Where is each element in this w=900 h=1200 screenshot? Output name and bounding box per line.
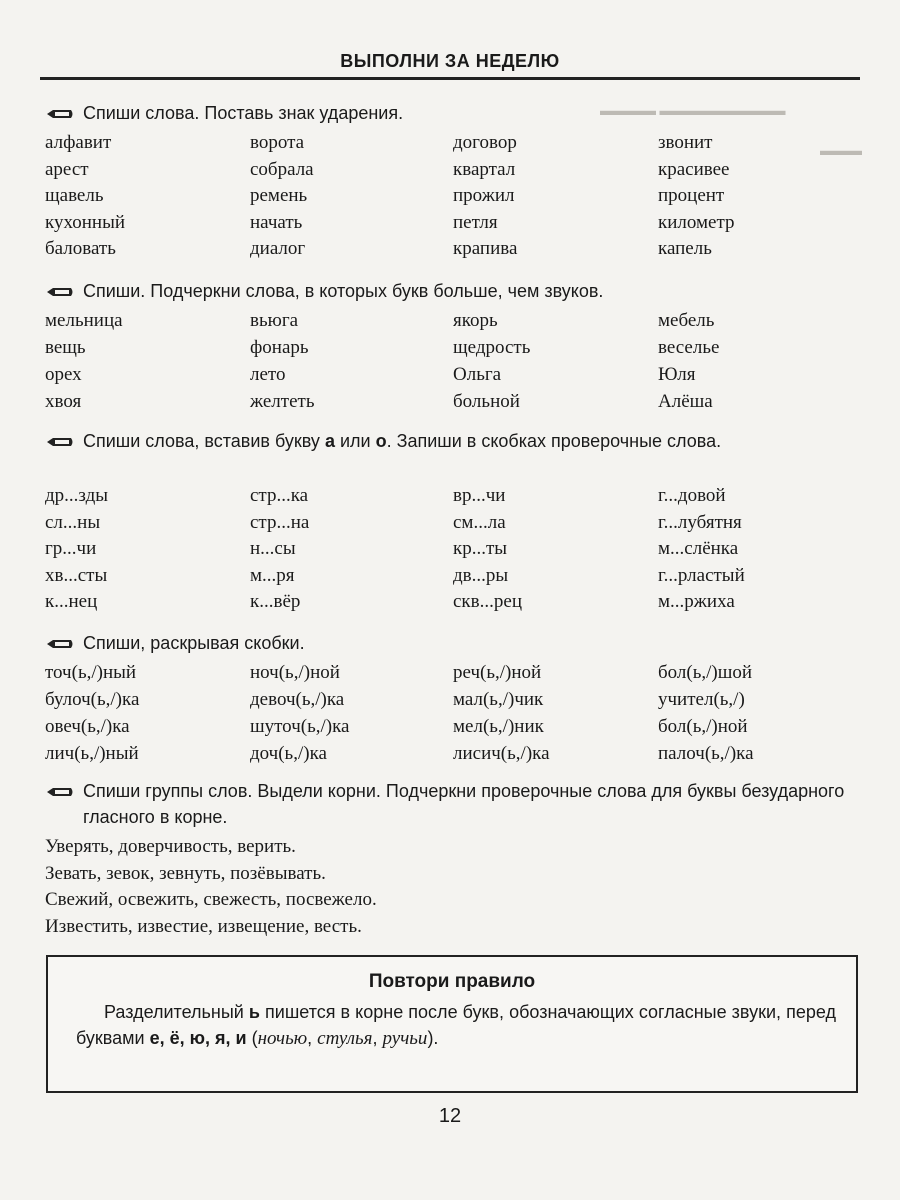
rule-text-part: ). bbox=[427, 1028, 439, 1048]
word-cell: процент bbox=[658, 185, 725, 206]
word-cell: баловать bbox=[45, 238, 116, 259]
instruction-text: Спиши. Подчеркни слова, в которых букв больше, чем звуков. bbox=[83, 281, 604, 301]
pen-icon bbox=[45, 286, 75, 298]
word-cell: м...слёнка bbox=[658, 538, 739, 559]
sentence: Зевать, зевок, зевнуть, позёвывать. bbox=[45, 862, 326, 884]
rule-text-part: ( bbox=[246, 1028, 258, 1048]
page-number: 12 bbox=[438, 1105, 462, 1127]
word-cell: лето bbox=[250, 364, 286, 385]
word-cell: скв...рец bbox=[453, 591, 522, 612]
word-cell: стр...ка bbox=[250, 485, 309, 506]
word-cell: ремень bbox=[250, 185, 308, 206]
task-5-sentences bbox=[45, 834, 865, 940]
word-cell: орех bbox=[45, 364, 82, 385]
word-cell: километр bbox=[658, 211, 735, 233]
word-cell: к...нец bbox=[45, 591, 98, 612]
word-cell: квартал bbox=[453, 158, 516, 180]
bleed-through-decoration: ▬▬▬ bbox=[820, 144, 862, 159]
word-cell: реч(ь,/)ной bbox=[453, 662, 542, 683]
word-cell: ноч(ь,/)ной bbox=[250, 662, 340, 683]
word-cell: крапива bbox=[453, 238, 518, 259]
word-cell: сл...ны bbox=[45, 511, 101, 533]
word-cell: стр...на bbox=[250, 511, 310, 533]
word-cell: дв...ры bbox=[453, 564, 509, 586]
word-cell: договор bbox=[453, 132, 517, 153]
instruction-text: Спиши, раскрывая скобки. bbox=[83, 633, 305, 653]
task-3-instruction bbox=[45, 428, 900, 454]
rule-box bbox=[46, 955, 858, 1093]
word-cell: н...сы bbox=[250, 538, 296, 559]
word-cell: прожил bbox=[453, 185, 515, 206]
rule-vowels: е, ё, ю, я, и bbox=[149, 1028, 247, 1048]
word-cell: щедрость bbox=[453, 337, 531, 358]
rule-text-part: пишется в корне после букв, обозначающих согласные звуки, перед буквами bbox=[76, 1002, 836, 1048]
word-cell: Ольга bbox=[453, 364, 502, 385]
word-cell: диалог bbox=[250, 238, 306, 259]
word-cell: капель bbox=[658, 238, 712, 259]
word-cell: шуточ(ь,/)ка bbox=[250, 716, 350, 737]
instruction-text-b: или bbox=[334, 431, 376, 451]
word-cell: мал(ь,/)чик bbox=[453, 689, 544, 710]
word-cell: звонит bbox=[658, 132, 713, 153]
word-cell: палоч(ь,/)ка bbox=[658, 743, 754, 764]
word-cell: веселье bbox=[658, 337, 720, 358]
word-cell: г...лубятня bbox=[658, 511, 742, 533]
page-title: ВЫПОЛНИ ЗА НЕДЕЛЮ bbox=[340, 51, 560, 71]
rule-example: ручьи bbox=[382, 1028, 428, 1049]
bleed-through-decoration: ▬▬▬▬ ▬▬▬▬▬▬▬▬▬ bbox=[600, 104, 786, 119]
word-cell: г...рластый bbox=[658, 564, 745, 586]
word-cell: гр...чи bbox=[45, 538, 97, 559]
word-cell: щавель bbox=[45, 185, 104, 206]
task-1-instruction bbox=[45, 100, 865, 126]
instruction-text: Спиши группы слов. Выдели корни. Подчеркни проверочные слова для буквы безударного гласного в корне. bbox=[83, 781, 845, 827]
sentence: Уверять, доверчивость, верить. bbox=[45, 836, 296, 857]
word-cell: петля bbox=[453, 211, 498, 233]
word-cell: бол(ь,/)шой bbox=[658, 662, 753, 683]
instruction-text: Спиши слова. Поставь знак ударения. bbox=[83, 103, 404, 123]
rule-letter: ь bbox=[248, 1002, 260, 1022]
pen-icon bbox=[45, 436, 75, 448]
word-cell: Юля bbox=[658, 364, 696, 385]
word-cell: вр...чи bbox=[453, 485, 506, 506]
word-cell: хвоя bbox=[45, 391, 82, 412]
pen-icon bbox=[45, 638, 75, 650]
word-cell: м...ря bbox=[250, 564, 295, 586]
page-header bbox=[40, 45, 860, 80]
word-cell: больной bbox=[453, 391, 520, 412]
word-cell: красивее bbox=[658, 158, 730, 180]
word-cell: девоч(ь,/)ка bbox=[250, 689, 345, 710]
task-2-instruction bbox=[45, 278, 865, 304]
instruction-text-c: . Запиши в скобках проверочные слова. bbox=[386, 431, 722, 451]
word-cell: бол(ь,/)ной bbox=[658, 716, 748, 737]
word-cell: ворота bbox=[250, 132, 305, 153]
word-cell: см...ла bbox=[453, 511, 506, 533]
word-cell: начать bbox=[250, 211, 303, 233]
word-cell: якорь bbox=[453, 310, 498, 331]
word-cell: Алёша bbox=[658, 391, 713, 412]
pen-icon bbox=[45, 108, 75, 120]
word-cell: овеч(ь,/)ка bbox=[45, 716, 130, 737]
word-cell: мел(ь,/)ник bbox=[453, 716, 544, 737]
rule-example: ночью bbox=[257, 1028, 308, 1049]
rule-separator: , bbox=[307, 1028, 318, 1048]
word-cell: мебель bbox=[658, 310, 715, 331]
rule-separator: , bbox=[372, 1028, 383, 1048]
sentence: Известить, известие, извещение, весть. bbox=[45, 915, 362, 937]
rule-text-part: Разделительный bbox=[104, 1002, 249, 1022]
word-cell: собрала bbox=[250, 158, 314, 180]
word-cell: фонарь bbox=[250, 337, 309, 358]
word-cell: хв...сты bbox=[45, 564, 108, 586]
word-cell: лисич(ь,/)ка bbox=[453, 743, 550, 764]
word-cell: доч(ь,/)ка bbox=[250, 743, 327, 764]
word-cell: мельница bbox=[45, 310, 123, 331]
word-cell: др...зды bbox=[45, 485, 109, 506]
word-cell: булоч(ь,/)ка bbox=[45, 689, 140, 710]
word-cell: кухонный bbox=[45, 211, 126, 233]
pen-icon bbox=[45, 786, 75, 798]
word-cell: точ(ь,/)ный bbox=[45, 662, 137, 683]
word-cell: г...довой bbox=[658, 485, 726, 506]
task-5-instruction bbox=[45, 778, 900, 830]
task-4-instruction bbox=[45, 630, 865, 656]
rule-title: Повтори правило bbox=[368, 971, 536, 992]
sentence: Свежий, освежить, свежесть, посвежело. bbox=[45, 889, 377, 910]
word-cell: алфавит bbox=[45, 132, 112, 153]
word-cell: желтеть bbox=[250, 391, 315, 412]
letter-a: а bbox=[324, 431, 335, 451]
word-cell: м...ржиха bbox=[658, 591, 735, 612]
letter-o: о bbox=[375, 431, 387, 451]
word-cell: к...вёр bbox=[250, 591, 301, 612]
word-cell: вьюга bbox=[250, 310, 299, 331]
word-cell: учител(ь,/) bbox=[658, 689, 745, 710]
word-cell: вещь bbox=[45, 337, 86, 358]
word-cell: арест bbox=[45, 158, 89, 180]
instruction-text-a: Спиши слова, вставив букву bbox=[83, 431, 325, 451]
word-cell: кр...ты bbox=[453, 538, 508, 559]
rule-text bbox=[76, 999, 836, 1052]
word-cell: лич(ь,/)ный bbox=[45, 743, 139, 764]
rule-example: стулья bbox=[317, 1028, 373, 1049]
